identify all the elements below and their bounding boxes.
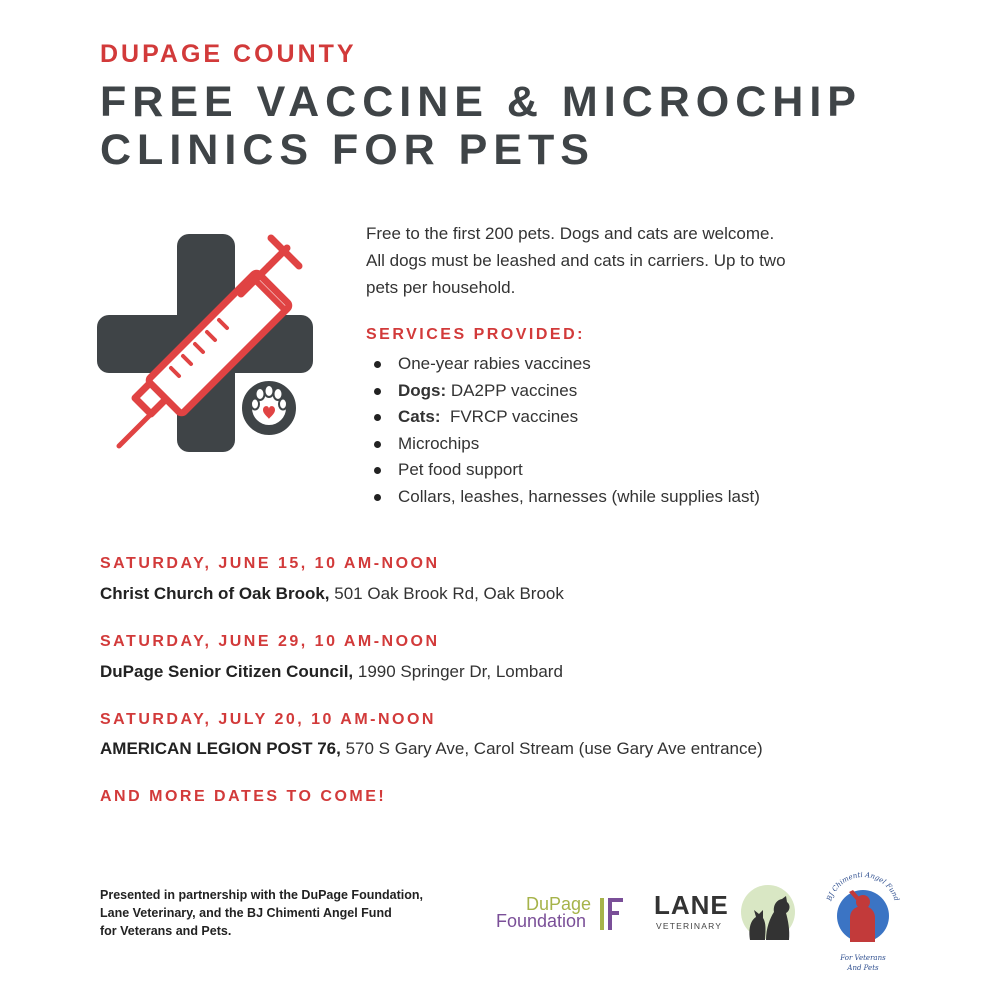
paw-print-icon: [240, 379, 298, 437]
lane-veterinary-logo: [652, 884, 797, 944]
partnership-note: [100, 886, 490, 940]
foundation-mark-icon: [599, 896, 625, 932]
intro-line-1: Free to the first 200 pets. Dogs and cats are welcome.: [366, 224, 775, 243]
logo-text: And Pets: [847, 964, 879, 972]
logo-text: VETERINARY: [656, 921, 723, 931]
event-date-1: SATURDAY, JUNE 15, 10 AM-NOON: [100, 555, 440, 572]
cross-syringe-icon: [95, 228, 325, 458]
list-item: Collars, leashes, harnesses (while supplies last): [370, 484, 760, 511]
list-item: Pet food support: [370, 457, 760, 484]
dupage-foundation-logo: [496, 894, 631, 938]
event-venue-3: [100, 739, 763, 759]
event-venue-2: [100, 662, 563, 682]
logo-text: BJ Chimenti Angel Fund: [825, 870, 901, 903]
footer-line-3: for Veterans and Pets.: [100, 924, 232, 938]
veteran-salute-icon: [820, 870, 906, 980]
event-date-3: SATURDAY, JULY 20, 10 AM-NOON: [100, 711, 436, 728]
logo-text: LANE: [654, 890, 729, 920]
intro-line-2: All dogs must be leashed and cats in carriers. Up to two: [366, 251, 786, 270]
list-item: Dogs: DA2PP vaccines: [370, 378, 760, 405]
logo-text: Foundation: [496, 911, 587, 931]
more-dates-label: AND MORE DATES TO COME!: [100, 788, 387, 805]
list-item: Cats: FVRCP vaccines: [370, 404, 760, 431]
footer-line-2: Lane Veterinary, and the BJ Chimenti Angel Fund: [100, 906, 392, 920]
event-date-2: SATURDAY, JUNE 29, 10 AM-NOON: [100, 633, 440, 650]
title-line-1: FREE VACCINE & MICROCHIP: [100, 78, 862, 126]
event-venue-1: [100, 584, 564, 604]
venue-name: DuPage Senior Citizen Council,: [100, 662, 354, 681]
intro-text: [366, 220, 926, 301]
services-heading: SERVICES PROVIDED:: [366, 326, 585, 343]
venue-name: AMERICAN LEGION POST 76,: [100, 739, 341, 758]
list-item: One-year rabies vaccines: [370, 351, 760, 378]
county-label: DUPAGE COUNTY: [100, 40, 357, 68]
page-title: [100, 78, 862, 174]
venue-address: 501 Oak Brook Rd, Oak Brook: [329, 584, 564, 603]
bj-chimenti-angel-fund-logo: [820, 870, 906, 980]
title-line-2: CLINICS FOR PETS: [100, 126, 595, 174]
venue-address: 570 S Gary Ave, Carol Stream (use Gary Ave entrance): [340, 739, 763, 758]
logo-text: DuPage: [526, 894, 592, 914]
venue-name: Christ Church of Oak Brook,: [100, 584, 330, 603]
footer-line-1: Presented in partnership with the DuPage Foundation,: [100, 888, 423, 902]
venue-address: 1990 Springer Dr, Lombard: [353, 662, 563, 681]
dog-cat-icon: [736, 884, 796, 944]
intro-line-3: pets per household.: [366, 278, 516, 297]
logo-text: For Veterans: [840, 954, 886, 962]
list-item: Microchips: [370, 431, 760, 458]
services-list: [370, 351, 760, 510]
